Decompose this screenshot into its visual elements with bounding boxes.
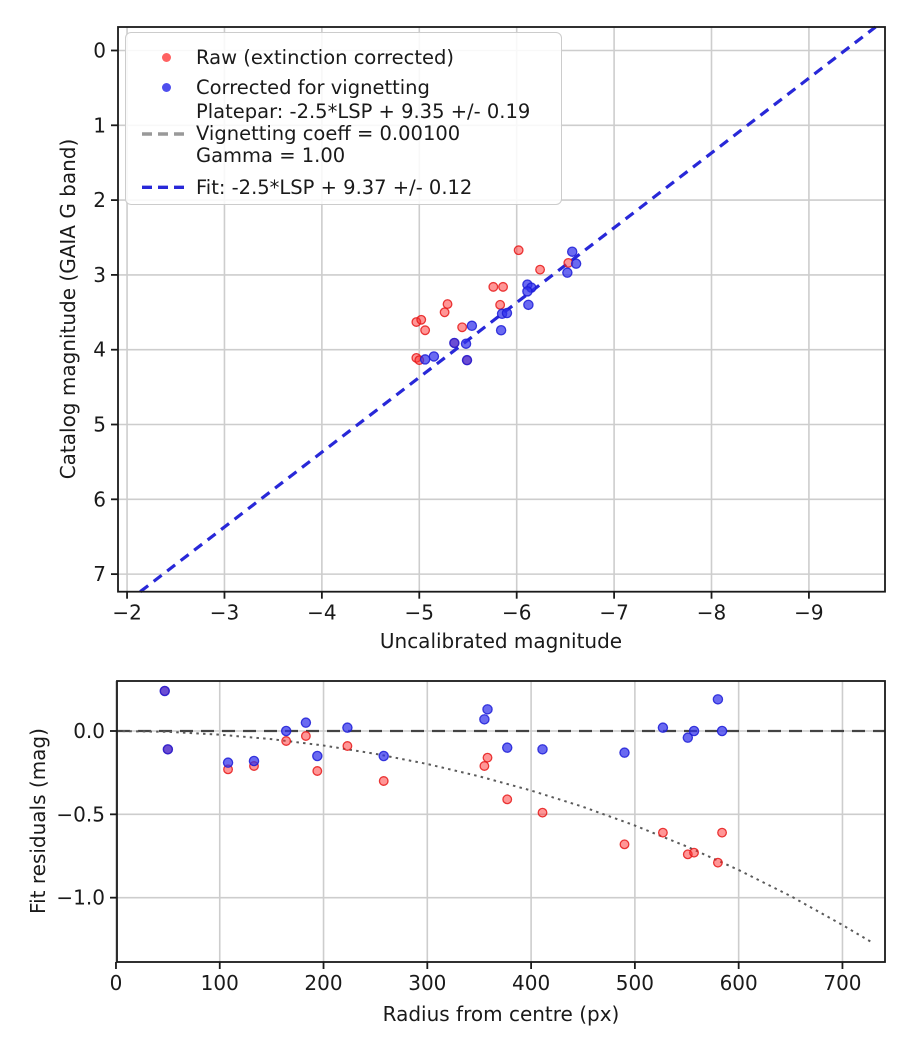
bottom-ylabel: Fit residuals (mag) — [26, 728, 50, 914]
corrected-marker-box — [136, 83, 196, 92]
scatter-point-corrected — [282, 726, 291, 735]
legend-label-raw: Raw (extinction corrected) — [196, 45, 454, 69]
corrected-scatter-marker-icon — [162, 83, 171, 92]
y-tick-label: −0.5 — [56, 802, 105, 827]
scatter-point-corrected — [223, 758, 232, 767]
scatter-point-raw — [659, 828, 668, 837]
scatter-point-corrected — [524, 300, 533, 309]
scatter-point-raw — [503, 795, 512, 804]
scatter-point-corrected — [462, 356, 471, 365]
y-tick-label: 3 — [93, 262, 106, 287]
scatter-point-corrected — [461, 339, 470, 348]
y-tick-label: 2 — [93, 188, 106, 213]
scatter-point-raw — [690, 848, 699, 857]
x-tick-label: −4 — [307, 600, 337, 625]
scatter-point-corrected — [503, 743, 512, 752]
legend-label-platepar — [196, 101, 530, 167]
scatter-point-raw — [313, 767, 322, 776]
scatter-point-corrected — [689, 726, 698, 735]
legend-row-corrected — [136, 75, 430, 99]
y-tick-label: 4 — [93, 337, 106, 362]
scatter-point-raw — [282, 737, 291, 746]
x-tick-label: 100 — [200, 971, 239, 995]
scatter-point-corrected — [160, 686, 169, 695]
x-tick-label: −9 — [794, 600, 824, 625]
scatter-point-corrected — [249, 756, 258, 765]
legend-label-corrected: Corrected for vignetting — [196, 75, 430, 99]
raw-scatter-marker-icon — [162, 53, 171, 62]
x-tick-label: −2 — [112, 600, 142, 625]
x-tick-label: 300 — [408, 971, 447, 995]
y-tick-label: 6 — [93, 487, 106, 512]
bottom-xlabel: Radius from centre (px) — [382, 1002, 620, 1026]
scatter-point-raw — [536, 265, 545, 274]
scatter-point-corrected — [379, 751, 388, 760]
scatter-point-raw — [514, 246, 523, 255]
x-tick-label: 600 — [719, 971, 758, 995]
top-ylabel: Catalog magnitude (GAIA G band) — [56, 138, 80, 480]
scatter-point-corrected — [301, 718, 310, 727]
platepar-line-3: Gamma = 1.00 — [196, 144, 346, 167]
scatter-point-corrected — [658, 723, 667, 732]
scatter-point-corrected — [563, 268, 572, 277]
top-xlabel: Uncalibrated magnitude — [379, 629, 623, 653]
scatter-point-raw — [483, 753, 492, 762]
x-tick-label: 0 — [109, 971, 123, 995]
scatter-point-raw — [538, 808, 547, 817]
scatter-point-raw — [421, 326, 430, 335]
scatter-point-raw — [379, 777, 388, 786]
scatter-point-raw — [417, 315, 426, 324]
raw-marker-box — [136, 53, 196, 62]
platepar-line-2: Vignetting coeff = 0.00100 — [196, 122, 461, 145]
scatter-point-raw — [718, 828, 727, 837]
scatter-point-raw — [714, 858, 723, 867]
platepar-line-1: Platepar: -2.5*LSP + 9.35 +/- 0.19 — [196, 100, 531, 123]
x-tick-label: −7 — [599, 600, 629, 625]
blue-dashed-line-icon — [142, 185, 190, 189]
scatter-point-corrected — [163, 745, 172, 754]
scatter-point-corrected — [450, 338, 459, 347]
y-tick-label: 0 — [93, 38, 106, 63]
legend-row-raw — [136, 45, 454, 69]
scatter-point-corrected — [497, 326, 506, 335]
scatter-point-corrected — [502, 308, 511, 317]
scatter-point-corrected — [421, 355, 430, 364]
fit-marker-box — [136, 185, 196, 189]
scatter-point-corrected — [572, 259, 581, 268]
scatter-point-raw — [302, 732, 311, 741]
scatter-point-raw — [440, 308, 449, 317]
x-tick-label: 700 — [823, 971, 862, 995]
scatter-point-raw — [443, 300, 452, 309]
legend — [125, 32, 562, 205]
scatter-point-corrected — [620, 748, 629, 757]
x-tick-label: −6 — [501, 600, 532, 625]
legend-row-platepar — [136, 101, 530, 167]
axes-spines — [117, 681, 885, 962]
scatter-point-raw — [480, 762, 489, 771]
gray-dashed-line-icon — [142, 132, 190, 136]
scatter-point-corrected — [538, 745, 547, 754]
scatter-point-raw — [499, 283, 508, 292]
scatter-point-raw — [343, 742, 352, 751]
x-tick-label: −8 — [696, 600, 727, 625]
x-tick-label: 200 — [304, 971, 343, 995]
x-tick-label: −3 — [209, 600, 240, 625]
scatter-point-corrected — [713, 695, 722, 704]
scatter-point-corrected — [480, 715, 489, 724]
y-tick-label: 5 — [93, 412, 106, 437]
scatter-point-corrected — [467, 321, 476, 330]
scatter-point-raw — [458, 323, 467, 332]
scatter-point-corrected — [429, 352, 438, 361]
platepar-marker-box — [136, 132, 196, 136]
scatter-point-corrected — [568, 247, 577, 256]
scatter-point-corrected — [483, 705, 492, 714]
scatter-point-raw — [620, 840, 629, 849]
scatter-point-corrected — [313, 751, 322, 760]
scatter-point-corrected — [343, 723, 352, 732]
scatter-point-raw — [496, 301, 505, 310]
scatter-point-corrected — [717, 726, 726, 735]
scatter-point-corrected — [523, 287, 532, 296]
legend-row-fit — [136, 175, 472, 199]
y-tick-label: 0.0 — [73, 719, 105, 743]
y-tick-label: 1 — [93, 113, 106, 138]
y-tick-label: −1.0 — [56, 885, 105, 910]
legend-label-fit: Fit: -2.5*LSP + 9.37 +/- 0.12 — [196, 175, 473, 199]
x-tick-label: 400 — [512, 971, 551, 995]
y-tick-label: 7 — [93, 562, 106, 587]
x-tick-label: −5 — [404, 600, 435, 625]
scatter-point-raw — [489, 283, 498, 292]
x-tick-label: 500 — [615, 971, 654, 995]
